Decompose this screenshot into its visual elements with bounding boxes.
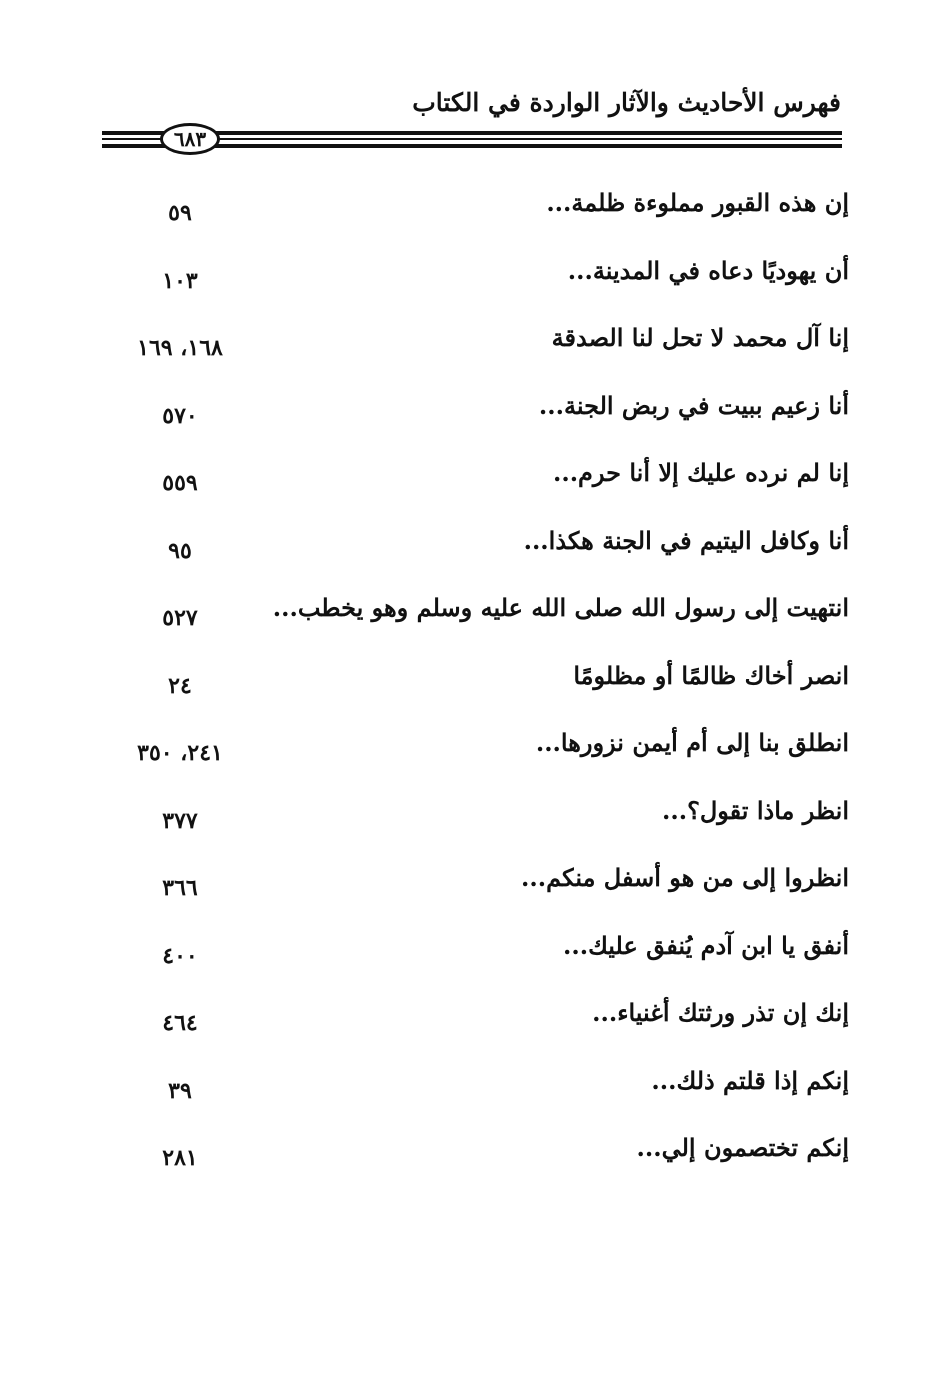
index-entry [0, 580, 949, 648]
page-reference: ٤٠٠ [162, 942, 198, 969]
page-reference: ١٦٨، ١٦٩ [137, 335, 223, 361]
page-reference: ١٠٣ [162, 267, 198, 294]
index-entry [0, 850, 949, 918]
hadith-text: انصر أخاك ظالمًا أو مظلومًا [573, 660, 849, 690]
hadith-text: انظر ماذا تقول؟... [662, 795, 849, 825]
index-entry [0, 1120, 949, 1188]
page-reference: ٥٧٠ [162, 402, 198, 429]
hadith-text: إنا آل محمد لا تحل لنا الصدقة [551, 323, 849, 352]
index-entry [0, 648, 949, 716]
hadith-index-list [0, 175, 949, 1188]
page-reference: ٣٧٧ [162, 807, 198, 834]
index-entry [0, 715, 949, 783]
hadith-text: انظروا إلى من هو أسفل منكم... [521, 863, 849, 892]
hadith-text: انتهيت إلى رسول الله صلى الله عليه وسلم وهو يخطب... [272, 593, 849, 622]
page-reference: ٣٦٦ [162, 875, 198, 901]
hadith-text: أنا وكافل اليتيم في الجنة هكذا... [523, 525, 849, 555]
index-entry [0, 783, 949, 851]
hadith-text: إنك إن تذر ورثتك أغنياء... [592, 998, 849, 1027]
page-header-title: فهرس الأحاديث والآثار الواردة في الكتاب [412, 88, 841, 117]
index-entry [0, 1053, 949, 1121]
page-reference: ٥٢٧ [162, 605, 198, 631]
index-entry [0, 445, 949, 513]
hadith-text: أن يهوديًا دعاه في المدينة... [567, 255, 849, 285]
hadith-text: إنا لم نرده عليك إلا أنا حرم... [552, 458, 849, 487]
index-entry [0, 513, 949, 581]
page-reference: ٢٤ [168, 672, 192, 699]
hadith-text: انطلق بنا إلى أم أيمن نزورها... [535, 728, 849, 757]
page-number-badge: ٦٨٣ [160, 123, 220, 155]
index-entry [0, 378, 949, 446]
page-reference: ٢٤١، ٣٥٠ [137, 740, 223, 766]
hadith-text: أنفق يا ابن آدم يُنفق عليك... [563, 930, 849, 960]
page-reference: ٣٩ [168, 1077, 192, 1104]
index-entry [0, 175, 949, 243]
page-reference: ٥٩ [168, 200, 192, 226]
index-entry [0, 243, 949, 311]
hadith-text: إن هذه القبور مملوءة ظلمة... [546, 188, 849, 217]
page-reference: ٩٥ [168, 537, 192, 564]
page-reference: ٢٨١ [162, 1145, 198, 1171]
index-entry [0, 985, 949, 1053]
hadith-text: إنكم إذا قلتم ذلك... [651, 1065, 849, 1095]
index-entry [0, 310, 949, 378]
index-entry [0, 918, 949, 986]
page-reference: ٤٦٤ [162, 1010, 198, 1036]
hadith-text: أنا زعيم ببيت في ربض الجنة... [538, 390, 849, 420]
page-reference: ٥٥٩ [162, 470, 198, 496]
hadith-text: إنكم تختصمون إلي... [636, 1133, 849, 1162]
